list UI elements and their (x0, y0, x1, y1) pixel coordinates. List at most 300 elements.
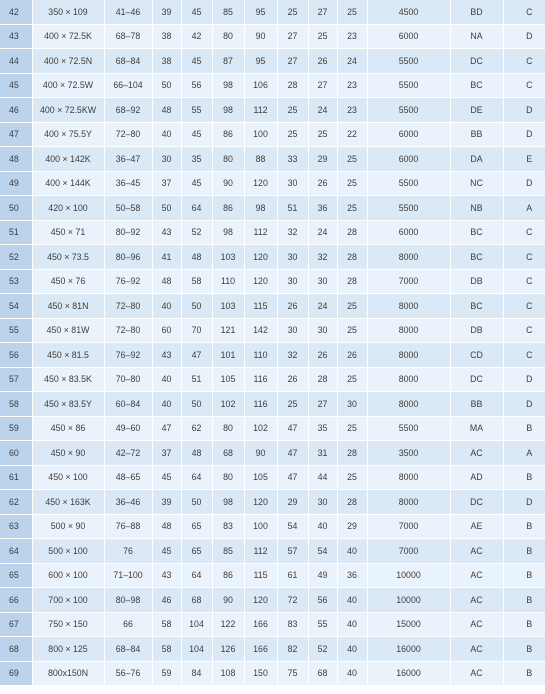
table-cell: 68–92 (104, 98, 152, 123)
table-cell: AC (450, 441, 503, 466)
table-cell: DB (450, 318, 503, 343)
table-cell: 83 (277, 612, 308, 637)
table-cell: 25 (337, 416, 367, 441)
table-cell: 64 (181, 465, 212, 490)
table-cell: 32 (277, 343, 308, 368)
table-cell: 101 (212, 343, 244, 368)
table-row (0, 441, 545, 466)
row-number-cell: 48 (0, 147, 32, 172)
table-cell: 64 (181, 196, 212, 221)
table-cell: BC (450, 245, 503, 270)
table-cell: 24 (337, 49, 367, 74)
table-cell: 400 × 142K (32, 147, 104, 172)
table-cell: C (503, 294, 545, 319)
table-cell: 350 × 109 (32, 0, 104, 24)
table-row (0, 343, 545, 368)
table-row (0, 269, 545, 294)
table-cell: 110 (244, 343, 277, 368)
table-cell: 120 (244, 490, 277, 515)
table-cell: 24 (308, 294, 337, 319)
table-cell: 500 × 100 (32, 539, 104, 564)
table-cell: 68–84 (104, 637, 152, 662)
table-cell: 25 (337, 171, 367, 196)
table-cell: 26 (308, 49, 337, 74)
table-cell: 28 (277, 73, 308, 98)
table-cell: 37 (152, 171, 181, 196)
row-number-cell: 59 (0, 416, 32, 441)
table-cell: 35 (181, 147, 212, 172)
table-row (0, 245, 545, 270)
table-cell: 47 (277, 441, 308, 466)
table-cell: DE (450, 98, 503, 123)
table-cell: 50 (152, 196, 181, 221)
table-cell: B (503, 563, 545, 588)
table-cell: 86 (212, 563, 244, 588)
table-cell: 26 (277, 294, 308, 319)
table-cell: DC (450, 490, 503, 515)
table-cell: 36–47 (104, 147, 152, 172)
row-number-cell: 56 (0, 343, 32, 368)
table-cell: 450 × 100 (32, 465, 104, 490)
table-cell: 30 (152, 147, 181, 172)
table-cell: 45 (152, 539, 181, 564)
table-cell: 64 (181, 563, 212, 588)
table-row (0, 220, 545, 245)
table-cell: 37 (152, 441, 181, 466)
table-cell: 61 (277, 563, 308, 588)
table-cell: 29 (308, 147, 337, 172)
table-cell: 82 (277, 637, 308, 662)
table-cell: 40 (152, 367, 181, 392)
row-number-cell: 43 (0, 24, 32, 49)
table-cell: C (503, 343, 545, 368)
table-cell: 120 (244, 245, 277, 270)
table-cell: B (503, 612, 545, 637)
row-number-cell: 67 (0, 612, 32, 637)
table-cell: 15000 (367, 612, 450, 637)
table-cell: 5500 (367, 98, 450, 123)
table-cell: 25 (337, 367, 367, 392)
table-cell: 25 (308, 24, 337, 49)
table-cell: 420 × 100 (32, 196, 104, 221)
table-cell: C (503, 220, 545, 245)
table-cell: 104 (181, 637, 212, 662)
row-number-cell: 68 (0, 637, 32, 662)
table-cell: 40 (337, 637, 367, 662)
table-cell: 84 (181, 661, 212, 686)
row-number-cell: 66 (0, 588, 32, 613)
table-cell: 45 (181, 49, 212, 74)
table-cell: DB (450, 269, 503, 294)
table-cell: 8000 (367, 392, 450, 417)
table-cell: 72–80 (104, 294, 152, 319)
table-row (0, 490, 545, 515)
table-cell: 8000 (367, 490, 450, 515)
table-row (0, 637, 545, 662)
table-cell: D (503, 392, 545, 417)
row-number-cell: 62 (0, 490, 32, 515)
table-cell: D (503, 171, 545, 196)
table-cell: D (503, 122, 545, 147)
table-row (0, 294, 545, 319)
row-number-cell: 58 (0, 392, 32, 417)
table-row (0, 465, 545, 490)
table-cell: 43 (152, 343, 181, 368)
table-cell: 10000 (367, 588, 450, 613)
table-cell: 39 (152, 490, 181, 515)
table-cell: 8000 (367, 343, 450, 368)
table-cell: 45 (152, 465, 181, 490)
table-cell: 75 (277, 661, 308, 686)
table-row (0, 171, 545, 196)
table-cell: 87 (212, 49, 244, 74)
table-row (0, 73, 545, 98)
table-cell: 58 (152, 612, 181, 637)
table-cell: 40 (152, 122, 181, 147)
table-cell: 70 (181, 318, 212, 343)
table-cell: 400 × 75.5Y (32, 122, 104, 147)
table-cell: 26 (308, 171, 337, 196)
table-cell: 28 (337, 269, 367, 294)
table-cell: 29 (337, 514, 367, 539)
table-cell: 76–88 (104, 514, 152, 539)
table-row (0, 563, 545, 588)
table-cell: 47 (152, 416, 181, 441)
table-cell: 55 (308, 612, 337, 637)
table-cell: 98 (244, 196, 277, 221)
table-cell: C (503, 245, 545, 270)
table-cell: 16000 (367, 661, 450, 686)
table-cell: 450 × 71 (32, 220, 104, 245)
table-cell: 45 (181, 171, 212, 196)
table-cell: 58 (152, 637, 181, 662)
table-cell: 42 (181, 24, 212, 49)
table-cell: 102 (212, 392, 244, 417)
table-cell: 7000 (367, 539, 450, 564)
table-cell: 26 (308, 343, 337, 368)
table-cell: BB (450, 392, 503, 417)
table-cell: 29 (277, 490, 308, 515)
table-row (0, 588, 545, 613)
table-cell: 68 (308, 661, 337, 686)
table-cell: MA (450, 416, 503, 441)
table-cell: 25 (277, 122, 308, 147)
table-cell: CD (450, 343, 503, 368)
table-cell: 103 (212, 245, 244, 270)
table-cell: 120 (244, 588, 277, 613)
table-cell: 36–46 (104, 490, 152, 515)
row-number-cell: 42 (0, 0, 32, 24)
table-cell: 100 (244, 514, 277, 539)
table-cell: 400 × 144K (32, 171, 104, 196)
table-cell: 8000 (367, 465, 450, 490)
table-row (0, 318, 545, 343)
table-cell: 450 × 81.5 (32, 343, 104, 368)
table-cell: 40 (337, 612, 367, 637)
table-cell: 8000 (367, 294, 450, 319)
table-cell: 7000 (367, 514, 450, 539)
table-cell: 72 (277, 588, 308, 613)
table-cell: C (503, 269, 545, 294)
table-cell: 24 (308, 220, 337, 245)
row-number-cell: 47 (0, 122, 32, 147)
table-cell: 58 (181, 269, 212, 294)
table-row (0, 98, 545, 123)
table-cell: 166 (244, 612, 277, 637)
table-cell: 41–46 (104, 0, 152, 24)
table-cell: BD (450, 0, 503, 24)
row-number-cell: 49 (0, 171, 32, 196)
table-cell: B (503, 416, 545, 441)
table-cell: AC (450, 612, 503, 637)
table-cell: 25 (277, 392, 308, 417)
table-cell: 25 (337, 196, 367, 221)
table-cell: 30 (308, 490, 337, 515)
table-cell: 76–92 (104, 269, 152, 294)
table-cell: 120 (244, 269, 277, 294)
table-cell: 103 (212, 294, 244, 319)
table-cell: AD (450, 465, 503, 490)
table-cell: 95 (244, 0, 277, 24)
table-cell: 72–80 (104, 122, 152, 147)
table-row (0, 122, 545, 147)
table-cell: 450 × 86 (32, 416, 104, 441)
table-cell: C (503, 73, 545, 98)
table-cell: 121 (212, 318, 244, 343)
table-cell: 33 (277, 147, 308, 172)
table-cell: 30 (277, 171, 308, 196)
table-cell: 142 (244, 318, 277, 343)
table-cell: 47 (277, 465, 308, 490)
table-cell: 28 (337, 245, 367, 270)
table-cell: 30 (308, 318, 337, 343)
table-cell: 400 × 72.5N (32, 49, 104, 74)
table-cell: B (503, 588, 545, 613)
table-cell: 80–98 (104, 588, 152, 613)
row-number-cell: 69 (0, 661, 32, 686)
table-cell: 39 (152, 0, 181, 24)
table-cell: NC (450, 171, 503, 196)
table-cell: 450 × 83.5K (32, 367, 104, 392)
table-cell: 90 (212, 588, 244, 613)
table-cell: 48 (181, 245, 212, 270)
table-cell: 57 (277, 539, 308, 564)
table-cell: 40 (308, 514, 337, 539)
table-cell: 400 × 72.5KW (32, 98, 104, 123)
table-cell: B (503, 465, 545, 490)
table-cell: 30 (277, 269, 308, 294)
table-cell: 26 (277, 367, 308, 392)
table-cell: 52 (181, 220, 212, 245)
table-cell: 450 × 83.5Y (32, 392, 104, 417)
table-cell: 38 (152, 49, 181, 74)
table-cell: 85 (212, 0, 244, 24)
table-cell: 38 (152, 24, 181, 49)
table-cell: 25 (337, 0, 367, 24)
table-cell: 28 (308, 367, 337, 392)
table-cell: 27 (308, 392, 337, 417)
table-cell: 40 (337, 588, 367, 613)
table-row (0, 24, 545, 49)
table-cell: NB (450, 196, 503, 221)
table-cell: BC (450, 220, 503, 245)
table-cell: 90 (212, 171, 244, 196)
table-cell: 126 (212, 637, 244, 662)
table-cell: 36–45 (104, 171, 152, 196)
table-cell: 108 (212, 661, 244, 686)
table-cell: 32 (277, 220, 308, 245)
table-cell: 90 (244, 441, 277, 466)
table-cell: 800 × 125 (32, 637, 104, 662)
table-cell: 27 (277, 49, 308, 74)
table-row (0, 612, 545, 637)
table-cell: 104 (181, 612, 212, 637)
table-cell: AC (450, 661, 503, 686)
table-cell: 750 × 150 (32, 612, 104, 637)
table-cell: 43 (152, 220, 181, 245)
table-cell: 25 (308, 122, 337, 147)
table-cell: DA (450, 147, 503, 172)
table-cell: 112 (244, 98, 277, 123)
table-cell: 22 (337, 122, 367, 147)
table-cell: 31 (308, 441, 337, 466)
table-cell: 47 (181, 343, 212, 368)
table-cell: 83 (212, 514, 244, 539)
row-number-cell: 65 (0, 563, 32, 588)
table-cell: 32 (308, 245, 337, 270)
row-number-cell: 46 (0, 98, 32, 123)
table-cell: 106 (244, 73, 277, 98)
table-cell: 30 (308, 269, 337, 294)
table-cell: 600 × 100 (32, 563, 104, 588)
table-cell: 6000 (367, 220, 450, 245)
table-cell: 3500 (367, 441, 450, 466)
table-cell: 59 (152, 661, 181, 686)
table-cell: 5500 (367, 196, 450, 221)
table-cell: 44 (308, 465, 337, 490)
row-number-cell: 51 (0, 220, 32, 245)
table-cell: 55 (181, 98, 212, 123)
table-cell: 23 (337, 24, 367, 49)
table-cell: A (503, 196, 545, 221)
row-number-cell: 63 (0, 514, 32, 539)
table-cell: 5500 (367, 49, 450, 74)
table-cell: 450 × 73.5 (32, 245, 104, 270)
table-cell: BC (450, 294, 503, 319)
table-cell: 150 (244, 661, 277, 686)
table-cell: 450 × 90 (32, 441, 104, 466)
table-row (0, 514, 545, 539)
table-cell: 48–65 (104, 465, 152, 490)
table-cell: 166 (244, 637, 277, 662)
table-cell: 450 × 76 (32, 269, 104, 294)
table-cell: 4500 (367, 0, 450, 24)
table-cell: 41 (152, 245, 181, 270)
table-cell: 35 (308, 416, 337, 441)
table-cell: 16000 (367, 637, 450, 662)
table-cell: 68–84 (104, 49, 152, 74)
table-cell: 95 (244, 49, 277, 74)
table-cell: 116 (244, 367, 277, 392)
table-cell: D (503, 367, 545, 392)
table-cell: 42–72 (104, 441, 152, 466)
table-cell: 80 (212, 147, 244, 172)
table-cell: 8000 (367, 367, 450, 392)
table-cell: D (503, 98, 545, 123)
table-cell: B (503, 661, 545, 686)
table-cell: 47 (277, 416, 308, 441)
row-number-cell: 61 (0, 465, 32, 490)
table-row (0, 147, 545, 172)
table-cell: 85 (212, 539, 244, 564)
table-cell: 27 (308, 73, 337, 98)
table-cell: 50 (181, 392, 212, 417)
table-cell: 45 (181, 0, 212, 24)
table-cell: B (503, 539, 545, 564)
table-cell: 76–92 (104, 343, 152, 368)
table-cell: 51 (181, 367, 212, 392)
table-row (0, 196, 545, 221)
table-cell: 90 (244, 24, 277, 49)
table-cell: 54 (277, 514, 308, 539)
table-cell: 25 (337, 294, 367, 319)
table-cell: C (503, 0, 545, 24)
table-row (0, 392, 545, 417)
table-cell: 28 (337, 490, 367, 515)
table-cell: 115 (244, 294, 277, 319)
table-cell: 50 (181, 294, 212, 319)
table-cell: AE (450, 514, 503, 539)
row-number-cell: 44 (0, 49, 32, 74)
row-number-cell: 55 (0, 318, 32, 343)
table-cell: 30 (337, 392, 367, 417)
table-cell: 6000 (367, 24, 450, 49)
table-cell: 115 (244, 563, 277, 588)
table-cell: 70–80 (104, 367, 152, 392)
table-cell: 25 (337, 147, 367, 172)
table-cell: NA (450, 24, 503, 49)
table-row (0, 539, 545, 564)
table-cell: 80 (212, 24, 244, 49)
table-cell: 50–58 (104, 196, 152, 221)
table-cell: 120 (244, 171, 277, 196)
table-cell: 80 (212, 465, 244, 490)
table-cell: 86 (212, 122, 244, 147)
table-cell: 105 (212, 367, 244, 392)
table-cell: BC (450, 73, 503, 98)
table-cell: 105 (244, 465, 277, 490)
table-cell: 700 × 100 (32, 588, 104, 613)
table-cell: 40 (152, 294, 181, 319)
table-cell: 40 (337, 539, 367, 564)
table-cell: 6000 (367, 147, 450, 172)
table-cell: 400 × 72.5K (32, 24, 104, 49)
table-cell: DC (450, 49, 503, 74)
table-cell: 6000 (367, 122, 450, 147)
table-cell: 80 (212, 416, 244, 441)
table-cell: 30 (277, 245, 308, 270)
table-cell: 40 (152, 392, 181, 417)
table-cell: 48 (152, 514, 181, 539)
table-cell: 72–80 (104, 318, 152, 343)
table-cell: 450 × 163K (32, 490, 104, 515)
table-cell: AC (450, 563, 503, 588)
table-cell: 5500 (367, 416, 450, 441)
table-cell: B (503, 514, 545, 539)
table-cell: 10000 (367, 563, 450, 588)
table-cell: 49–60 (104, 416, 152, 441)
table-cell: 8000 (367, 318, 450, 343)
